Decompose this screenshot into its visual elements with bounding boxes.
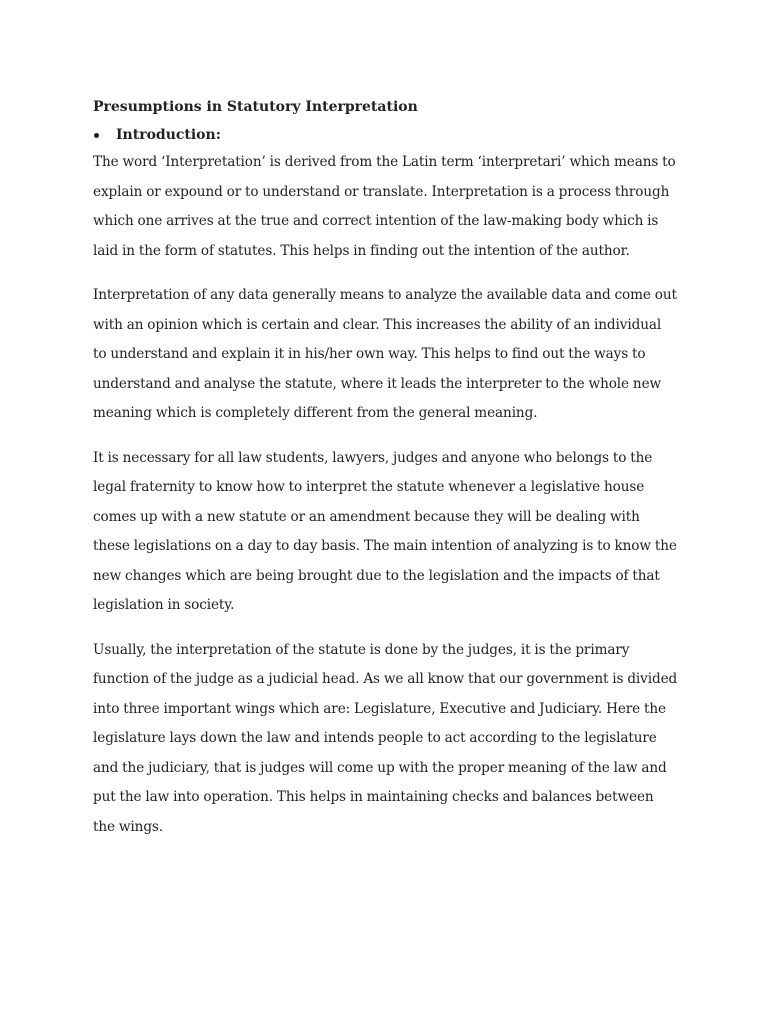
bullet-icon: [94, 133, 99, 138]
document-page: [93, 94, 678, 857]
paragraph-1: The word ‘Interpretation’ is derived from the Latin term ‘interpretari’ which means to explain or expound or to understand or translate. Interpretation is a process through which one arrives at the true and correct intention of the law-making body which is laid in the form of statutes. This helps in finding out the intention of the author.: [93, 154, 676, 259]
paragraph-4: Usually, the interpretation of the statute is done by the judges, it is the primary function of the judge as a judicial head. As we all know that our government is divided into three important wings which are: Legislature, Executive and Judiciary. Here the legislature lays down the law and intends people to act according to the legislature and the judiciary, that is judges will come up with the proper meaning of the law and put the law into operation. This helps in maintaining checks and balances between the wings.: [93, 641, 678, 835]
section-heading-introduction: [93, 122, 678, 148]
paragraph-2: Interpretation of any data generally means to analyze the available data and come out with an opinion which is certain and clear. This increases the ability of an individual to understand and explain it in his/her own way. This helps to find out the ways to understand and analyse the statute, where it leads the interpreter to the whole new meaning which is completely different from the general meaning.: [93, 287, 677, 421]
document-title: Presumptions in Statutory Interpretation: [93, 99, 418, 115]
paragraph-3: It is necessary for all law students, lawyers, judges and anyone who belongs to the legal fraternity to know how to interpret the statute whenever a legislative house comes up with a new statute or an amendment because they will be dealing with these legislations on a day to day basis. The main intention of analyzing is to know the new changes which are being brought due to the legislation and the impacts of that legislation in society.: [93, 449, 677, 613]
section-heading-label: Introduction:: [116, 127, 221, 143]
